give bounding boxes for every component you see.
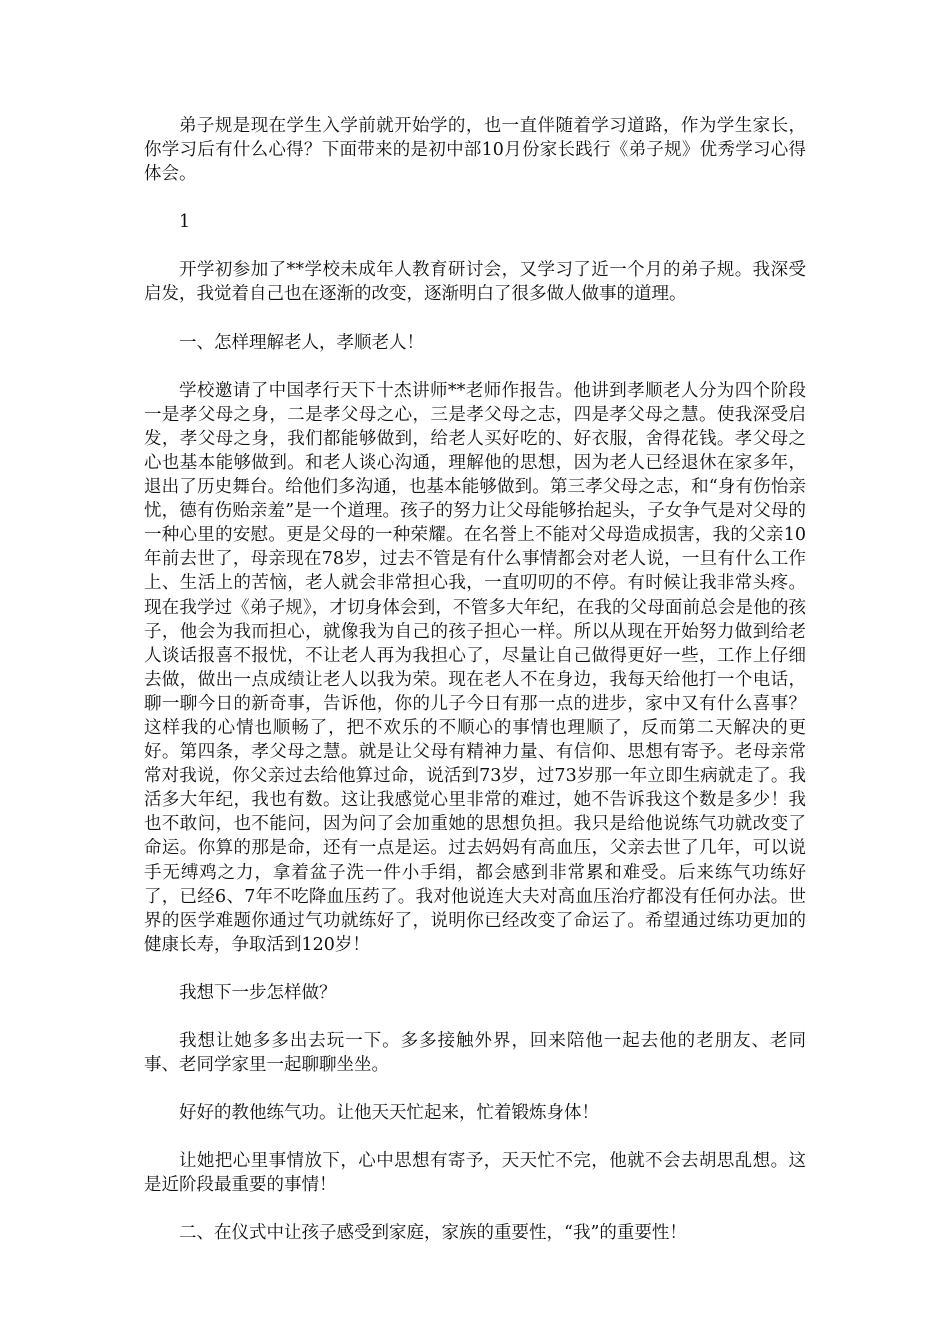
section-heading-two: 二、在仪式中让孩子感受到家庭，家族的重要性，“我”的重要性！ [179, 1223, 687, 1244]
document-body [144, 114, 806, 1270]
plan-paragraph-1: 我想让她多多出去玩一下。多多接触外界，回来陪他一起去他的老朋友、老同事、老同学家里一起聊聊坐坐。 [144, 1031, 806, 1076]
section-heading-one: 一、怎样理解老人，孝顺老人！ [179, 332, 424, 353]
opening-paragraph: 开学初参加了**学校未成年人教育研讨会，又学习了近一个月的弟子规。我深受启发，我觉着自己也在逐渐的改变，逐渐明白了很多做人做事的道理。 [144, 260, 806, 305]
section-number: 1 [179, 212, 191, 233]
body-paragraph-long: 学校邀请了中国孝行天下十杰讲师**老师作报告。他讲到孝顺老人分为四个阶段一是孝父母之身，二是孝父母之心，三是孝父母之志，四是孝父母之慧。使我深受启发，孝父母之身，我们都能够做到，给老人买好吃的、好衣服，舍得花钱。孝父母之心也基本能够做到。和老人谈心沟通，理解他的思想，因为老人已经退休在家多年，退出了历史舞台。给他们多沟通，也基本能够做到。第三孝父母之志，和“身有伤怡亲忧，德有伤贻亲羞”是一个道理。孩子的努力让父母能够抬起头，子女争气是对父母的一种心里的安慰。更是父母的一种荣耀。在名誉上不能对父母造成损害，我的父亲10年前去世了，母亲现在78岁，过去不管是有什么事情都会对老人说，一旦有什么工作上、生活上的苦恼，老人就会非常担心我，一直叨叨的不停。有时候让我非常头疼。现在我学过《弟子规》，才切身体会到，不管多大年纪，在我的父母面前总会是他的孩子，他会为我而担心，就像我为自己的孩子担心一样。所以从现在开始努力做到给老人谈话报喜不报忧，不让老人再为我担心了，尽量让自己做得更好一些，工作上仔细去做，做出一点成绩让老人以我为荣。现在老人不在身边，我每天给他打一个电话，聊一聊今日的新奇事，告诉他，你的儿子今日有那一点的进步，家中又有什么喜事？这样我的心情也顺畅了，把不欢乐的不顺心的事情也理顺了，反而第二天解决的更好。第四条，孝父母之慧。就是让父母有精神力量、有信仰、思想有寄予。老母亲常常对我说，你父亲过去给他算过命，说活到73岁，过73岁那一年立即生病就走了。我活多大年纪，我也有数。这让我感觉心里非常的难过，她不告诉我这个数是多少！我也不敢问，也不能问，因为问了会加重她的思想负担。我只是给他说练气功就改变了命运。你算的那是命，还有一点是运。过去妈妈有高血压，父亲去世了几年，可以说手无缚鸡之力，拿着盆子洗一件小手绢，都会感到非常累和难受。后来练气功练好了，已经6、7年不吃降血压药了。我对他说连大夫对高血压治疗都没有任何办法。世界的医学难题你通过气功就练好了，说明你已经改变了命运了。希望通过练功更加的健康长寿，争取活到120岁！ [144, 380, 806, 955]
plan-paragraph-3: 让她把心里事情放下，心中思想有寄予，天天忙不完，他就不会去胡思乱想。这是近阶段最重要的事情！ [144, 1151, 806, 1196]
intro-paragraph: 弟子规是现在学生入学前就开始学的，也一直伴随着学习道路，作为学生家长，你学习后有什么心得？下面带来的是初中部10月份家长践行《弟子规》优秀学习心得体会。 [144, 116, 806, 185]
question-heading: 我想下一步怎样做？ [179, 982, 337, 1003]
plan-paragraph-2: 好好的教他练气功。让他天天忙起来，忙着锻炼身体！ [179, 1103, 599, 1124]
